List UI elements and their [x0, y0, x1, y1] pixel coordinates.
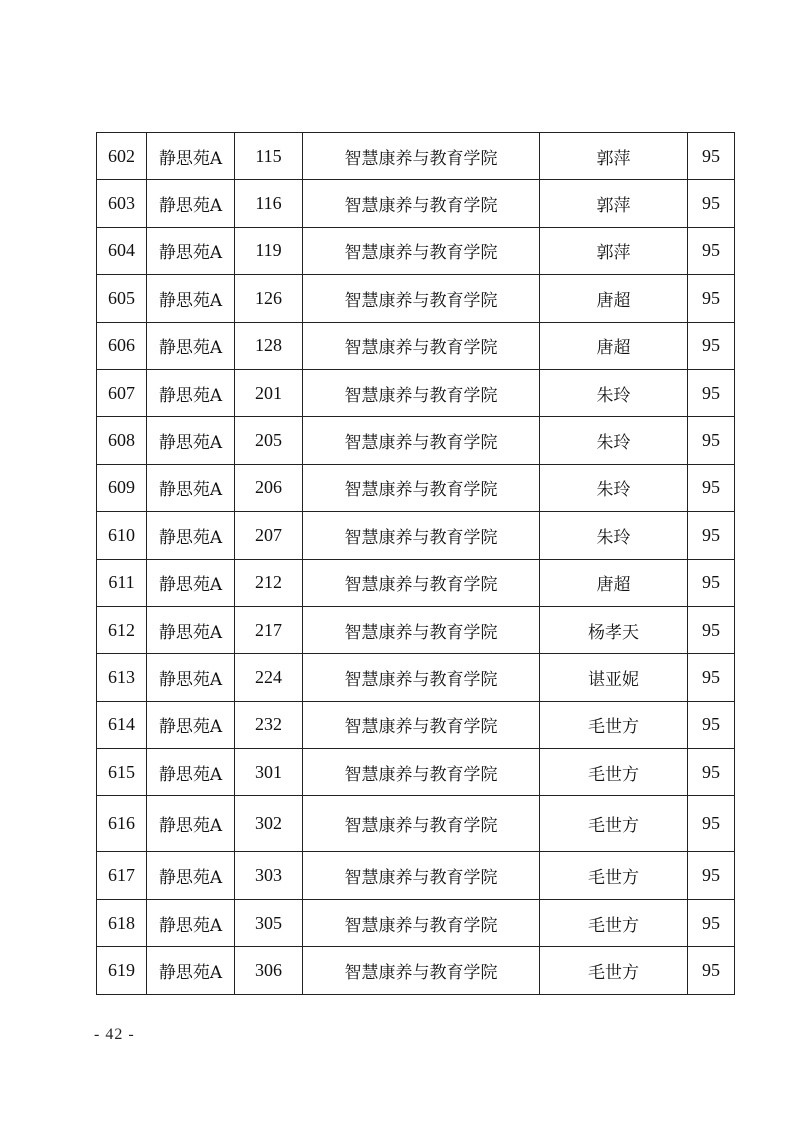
- table-row: [97, 606, 735, 653]
- dormitory-score-table: [96, 132, 735, 995]
- cell-room-number: 303: [235, 852, 303, 899]
- cell-building: 静思苑A: [147, 701, 235, 748]
- cell-room-number: 201: [235, 369, 303, 416]
- cell-responsible-person: 朱玲: [540, 512, 688, 559]
- table-row: [97, 559, 735, 606]
- cell-room-number: 206: [235, 464, 303, 511]
- cell-serial-number: 614: [97, 701, 147, 748]
- cell-college: 智慧康养与教育学院: [303, 369, 540, 416]
- cell-building: 静思苑A: [147, 417, 235, 464]
- cell-score: 95: [688, 275, 735, 322]
- cell-college: 智慧康养与教育学院: [303, 899, 540, 946]
- cell-score: 95: [688, 133, 735, 180]
- cell-score: 95: [688, 947, 735, 994]
- table-row: [97, 947, 735, 994]
- cell-serial-number: 618: [97, 899, 147, 946]
- cell-college: 智慧康养与教育学院: [303, 322, 540, 369]
- cell-room-number: 302: [235, 796, 303, 852]
- cell-serial-number: 615: [97, 749, 147, 796]
- cell-building: 静思苑A: [147, 133, 235, 180]
- cell-score: 95: [688, 227, 735, 274]
- cell-college: 智慧康养与教育学院: [303, 606, 540, 653]
- cell-college: 智慧康养与教育学院: [303, 796, 540, 852]
- cell-room-number: 119: [235, 227, 303, 274]
- cell-responsible-person: 朱玲: [540, 369, 688, 416]
- cell-responsible-person: 毛世方: [540, 796, 688, 852]
- cell-score: 95: [688, 606, 735, 653]
- table-row: [97, 133, 735, 180]
- cell-building: 静思苑A: [147, 227, 235, 274]
- cell-college: 智慧康养与教育学院: [303, 417, 540, 464]
- cell-building: 静思苑A: [147, 322, 235, 369]
- cell-responsible-person: 郭萍: [540, 180, 688, 227]
- table-row: [97, 275, 735, 322]
- cell-building: 静思苑A: [147, 180, 235, 227]
- cell-room-number: 224: [235, 654, 303, 701]
- table-row: [97, 180, 735, 227]
- cell-responsible-person: 唐超: [540, 559, 688, 606]
- cell-responsible-person: 毛世方: [540, 701, 688, 748]
- cell-room-number: 205: [235, 417, 303, 464]
- cell-serial-number: 607: [97, 369, 147, 416]
- cell-building: 静思苑A: [147, 606, 235, 653]
- cell-room-number: 301: [235, 749, 303, 796]
- cell-college: 智慧康养与教育学院: [303, 947, 540, 994]
- cell-building: 静思苑A: [147, 654, 235, 701]
- cell-room-number: 212: [235, 559, 303, 606]
- cell-responsible-person: 朱玲: [540, 464, 688, 511]
- cell-college: 智慧康养与教育学院: [303, 180, 540, 227]
- table-row: [97, 654, 735, 701]
- cell-score: 95: [688, 417, 735, 464]
- cell-room-number: 115: [235, 133, 303, 180]
- table-row: [97, 417, 735, 464]
- cell-room-number: 128: [235, 322, 303, 369]
- cell-responsible-person: 毛世方: [540, 899, 688, 946]
- cell-score: 95: [688, 852, 735, 899]
- cell-serial-number: 611: [97, 559, 147, 606]
- cell-responsible-person: 朱玲: [540, 417, 688, 464]
- cell-responsible-person: 郭萍: [540, 227, 688, 274]
- cell-serial-number: 606: [97, 322, 147, 369]
- cell-room-number: 126: [235, 275, 303, 322]
- cell-college: 智慧康养与教育学院: [303, 749, 540, 796]
- cell-room-number: 306: [235, 947, 303, 994]
- table-row: [97, 464, 735, 511]
- cell-college: 智慧康养与教育学院: [303, 701, 540, 748]
- cell-score: 95: [688, 701, 735, 748]
- cell-college: 智慧康养与教育学院: [303, 133, 540, 180]
- cell-serial-number: 610: [97, 512, 147, 559]
- cell-building: 静思苑A: [147, 749, 235, 796]
- cell-responsible-person: 毛世方: [540, 947, 688, 994]
- cell-building: 静思苑A: [147, 899, 235, 946]
- cell-serial-number: 613: [97, 654, 147, 701]
- cell-college: 智慧康养与教育学院: [303, 654, 540, 701]
- table-row: [97, 852, 735, 899]
- cell-college: 智慧康养与教育学院: [303, 559, 540, 606]
- cell-building: 静思苑A: [147, 559, 235, 606]
- cell-serial-number: 602: [97, 133, 147, 180]
- table-row: [97, 899, 735, 946]
- cell-college: 智慧康养与教育学院: [303, 227, 540, 274]
- table-row: [97, 512, 735, 559]
- table-row: [97, 322, 735, 369]
- cell-serial-number: 609: [97, 464, 147, 511]
- cell-score: 95: [688, 512, 735, 559]
- cell-college: 智慧康养与教育学院: [303, 852, 540, 899]
- cell-serial-number: 603: [97, 180, 147, 227]
- cell-room-number: 116: [235, 180, 303, 227]
- cell-score: 95: [688, 654, 735, 701]
- cell-responsible-person: 谌亚妮: [540, 654, 688, 701]
- table-row: [97, 796, 735, 852]
- cell-college: 智慧康养与教育学院: [303, 464, 540, 511]
- cell-serial-number: 612: [97, 606, 147, 653]
- cell-score: 95: [688, 749, 735, 796]
- cell-score: 95: [688, 180, 735, 227]
- table-row: [97, 369, 735, 416]
- cell-college: 智慧康养与教育学院: [303, 512, 540, 559]
- cell-score: 95: [688, 322, 735, 369]
- dormitory-score-table-container: [96, 132, 735, 995]
- cell-responsible-person: 唐超: [540, 322, 688, 369]
- cell-building: 静思苑A: [147, 464, 235, 511]
- table-row: [97, 749, 735, 796]
- cell-score: 95: [688, 369, 735, 416]
- cell-room-number: 217: [235, 606, 303, 653]
- cell-room-number: 305: [235, 899, 303, 946]
- cell-room-number: 207: [235, 512, 303, 559]
- cell-serial-number: 619: [97, 947, 147, 994]
- cell-score: 95: [688, 559, 735, 606]
- table-row: [97, 701, 735, 748]
- cell-building: 静思苑A: [147, 512, 235, 559]
- cell-responsible-person: 杨孝天: [540, 606, 688, 653]
- cell-serial-number: 608: [97, 417, 147, 464]
- page-number: - 42 -: [94, 1026, 135, 1043]
- cell-building: 静思苑A: [147, 947, 235, 994]
- cell-serial-number: 617: [97, 852, 147, 899]
- cell-college: 智慧康养与教育学院: [303, 275, 540, 322]
- cell-score: 95: [688, 796, 735, 852]
- table-body: [97, 133, 735, 995]
- cell-building: 静思苑A: [147, 796, 235, 852]
- cell-building: 静思苑A: [147, 369, 235, 416]
- cell-responsible-person: 毛世方: [540, 852, 688, 899]
- cell-responsible-person: 郭萍: [540, 133, 688, 180]
- cell-room-number: 232: [235, 701, 303, 748]
- cell-responsible-person: 毛世方: [540, 749, 688, 796]
- cell-building: 静思苑A: [147, 275, 235, 322]
- cell-score: 95: [688, 464, 735, 511]
- cell-building: 静思苑A: [147, 852, 235, 899]
- cell-serial-number: 604: [97, 227, 147, 274]
- cell-responsible-person: 唐超: [540, 275, 688, 322]
- cell-serial-number: 616: [97, 796, 147, 852]
- cell-serial-number: 605: [97, 275, 147, 322]
- table-row: [97, 227, 735, 274]
- cell-score: 95: [688, 899, 735, 946]
